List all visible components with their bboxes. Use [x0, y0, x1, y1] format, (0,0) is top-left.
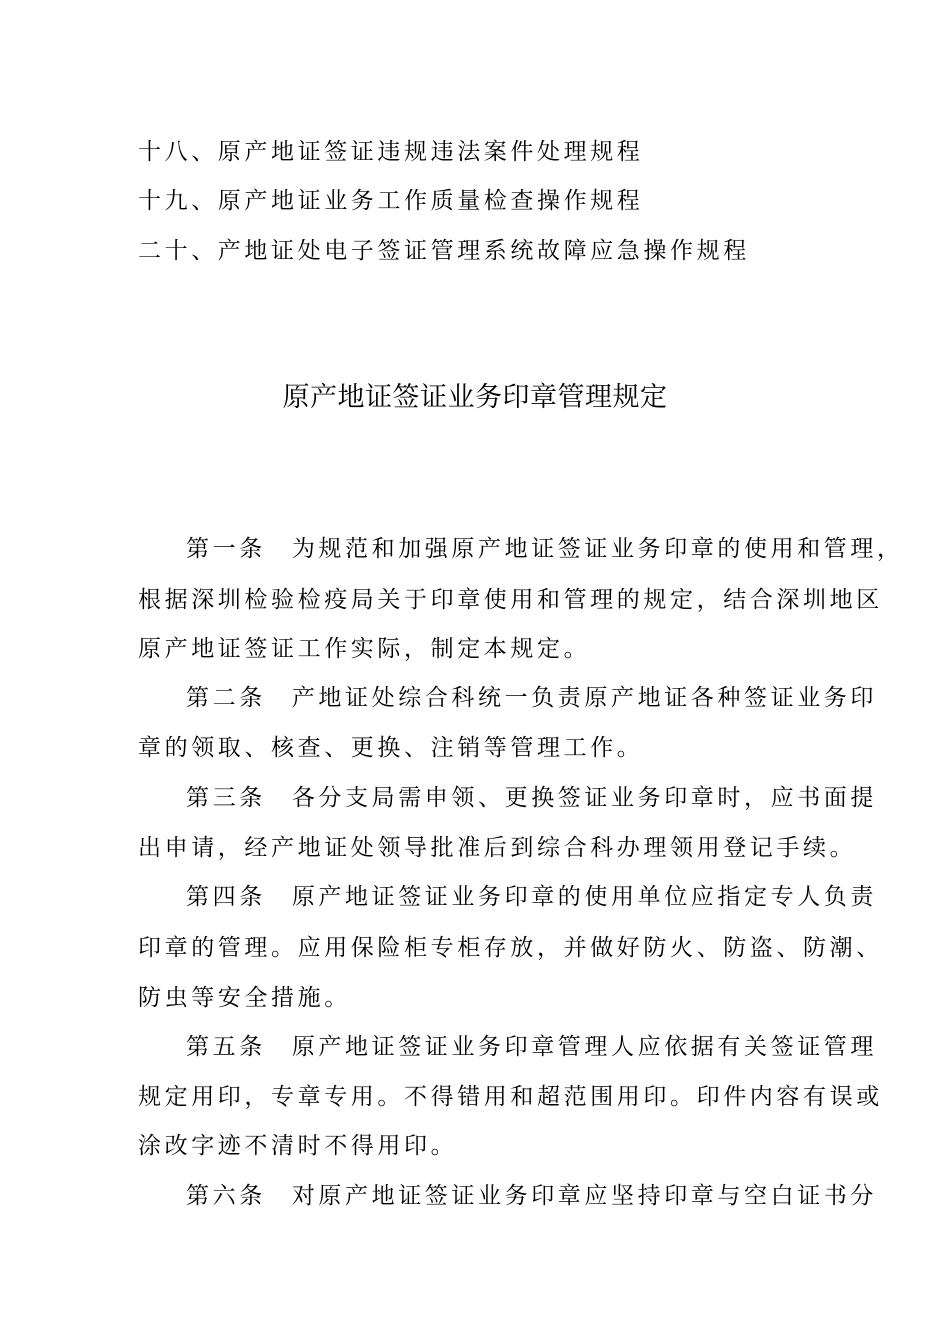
- article-4-line-3: 防虫等安全措施。: [138, 985, 351, 1011]
- article-4-line-2: 印章的管理。应用保险柜专柜存放，并做好防火、防盗、防潮、: [138, 935, 883, 961]
- article-1-line-3: 原产地证签证工作实际，制定本规定。: [138, 636, 591, 662]
- article-1-line-1: [186, 533, 904, 565]
- article-2-line-2: 章的领取、核查、更换、注销等管理工作。: [138, 735, 644, 761]
- article-2-label: 第二条: [186, 685, 266, 711]
- article-6-text: 对原产地证签证业务印章应坚持印章与空白证书分: [291, 1183, 878, 1209]
- article-3-line-2: 出申请，经产地证处领导批准后到综合科办理领用登记手续。: [138, 835, 857, 861]
- document-title: 原产地证签证业务印章管理规定: [282, 382, 668, 413]
- article-1-label: 第一条: [186, 536, 266, 562]
- article-5-label: 第五条: [186, 1034, 266, 1060]
- toc-item-18: 十八、原产地证签证违规违法案件处理规程: [138, 139, 644, 165]
- article-4-label: 第四条: [186, 884, 266, 910]
- article-4-line-1: [186, 881, 877, 913]
- article-2-line-1: [186, 682, 877, 714]
- article-6-label: 第六条: [186, 1183, 266, 1209]
- article-4-text: 原产地证签证业务印章的使用单位应指定专人负责: [291, 884, 878, 910]
- article-3-label: 第三条: [186, 785, 266, 811]
- article-2-text: 产地证处综合科统一负责原产地证各种签证业务印: [291, 685, 878, 711]
- toc-item-20: 二十、产地证处电子签证管理系统故障应急操作规程: [138, 238, 750, 264]
- article-3-line-1: [186, 782, 877, 814]
- article-3-text: 各分支局需申领、更换签证业务印章时，应书面提: [291, 785, 878, 811]
- toc-item-19: 十九、原产地证业务工作质量检查操作规程: [138, 188, 644, 214]
- article-6-line-1: [186, 1180, 877, 1212]
- article-1-text: 为规范和加强原产地证签证业务印章的使用和管理，: [291, 536, 904, 562]
- article-5-text: 原产地证签证业务印章管理人应依据有关签证管理: [291, 1034, 878, 1060]
- article-1-line-2: 根据深圳检验检疫局关于印章使用和管理的规定，结合深圳地区: [138, 587, 883, 613]
- article-5-line-2: 规定用印，专章专用。不得错用和超范围用印。印件内容有误或: [138, 1084, 883, 1110]
- article-5-line-3: 涂改字迹不清时不得用印。: [138, 1133, 458, 1159]
- article-5-line-1: [186, 1031, 877, 1063]
